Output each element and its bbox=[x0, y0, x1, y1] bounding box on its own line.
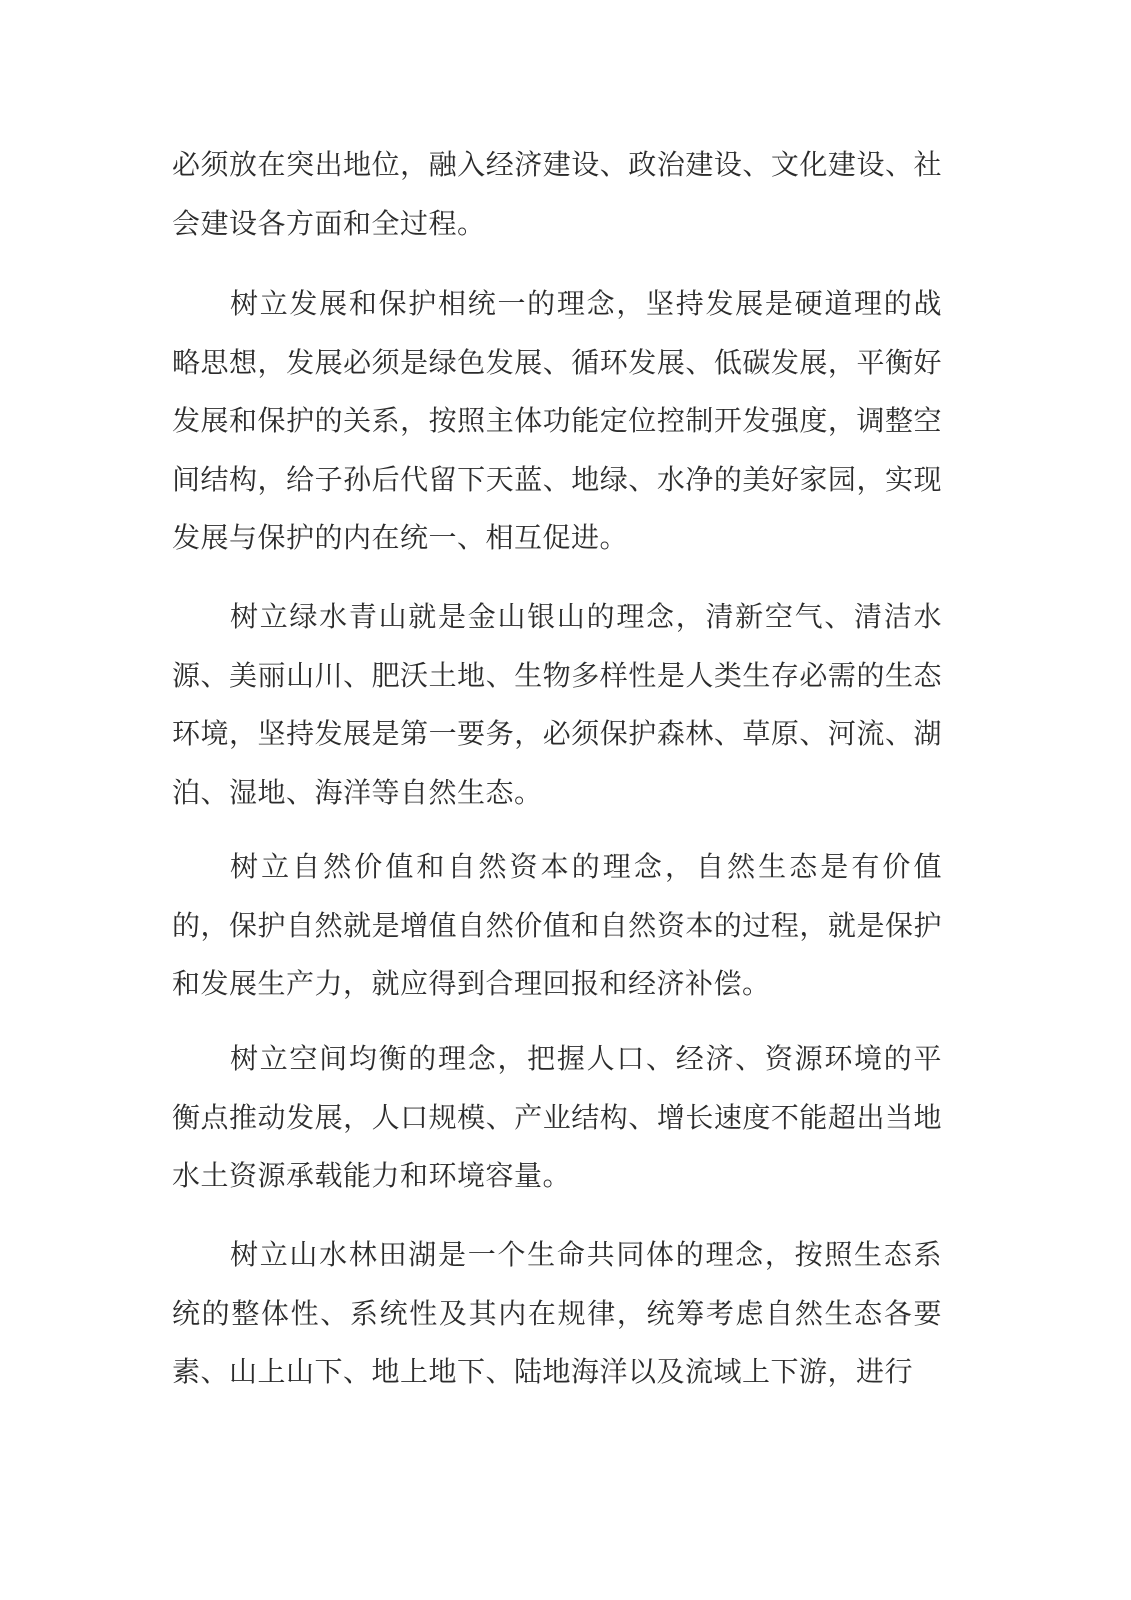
paragraph-green-mountains: 树立绿水青山就是金山银山的理念，清新空气、清洁水源、美丽山川、肥沃土地、生物多样性是人类生存必需的生态环境，坚持发展是第一要务，必须保护森林、草原、河流、湖泊、湿地、海洋等自然生态。 bbox=[172, 600, 942, 809]
paragraph-life-community: 树立山水林田湖是一个生命共同体的理念，按照生态系统的整体性、系统性及其内在规律，统筹考虑自然生态各要素、山上山下、地上地下、陆地海洋以及流域上下游，进行 bbox=[172, 1238, 942, 1388]
paragraph-spatial-balance: 树立空间均衡的理念，把握人口、经济、资源环境的平衡点推动发展，人口规模、产业结构、增长速度不能超出当地水土资源承载能力和环境容量。 bbox=[172, 1042, 942, 1192]
paragraph-continued: 必须放在突出地位，融入经济建设、政治建设、文化建设、社会建设各方面和全过程。 bbox=[172, 148, 942, 240]
paragraph-natural-capital: 树立自然价值和自然资本的理念，自然生态是有价值的，保护自然就是增值自然价值和自然资本的过程，就是保护和发展生产力，就应得到合理回报和经济补偿。 bbox=[172, 850, 942, 1000]
paragraph-development-protection: 树立发展和保护相统一的理念，坚持发展是硬道理的战略思想，发展必须是绿色发展、循环发展、低碳发展，平衡好发展和保护的关系，按照主体功能定位控制开发强度，调整空间结构，给子孙后代留下天蓝、地绿、水净的美好家园，实现发展与保护的内在统一、相互促进。 bbox=[172, 287, 942, 554]
